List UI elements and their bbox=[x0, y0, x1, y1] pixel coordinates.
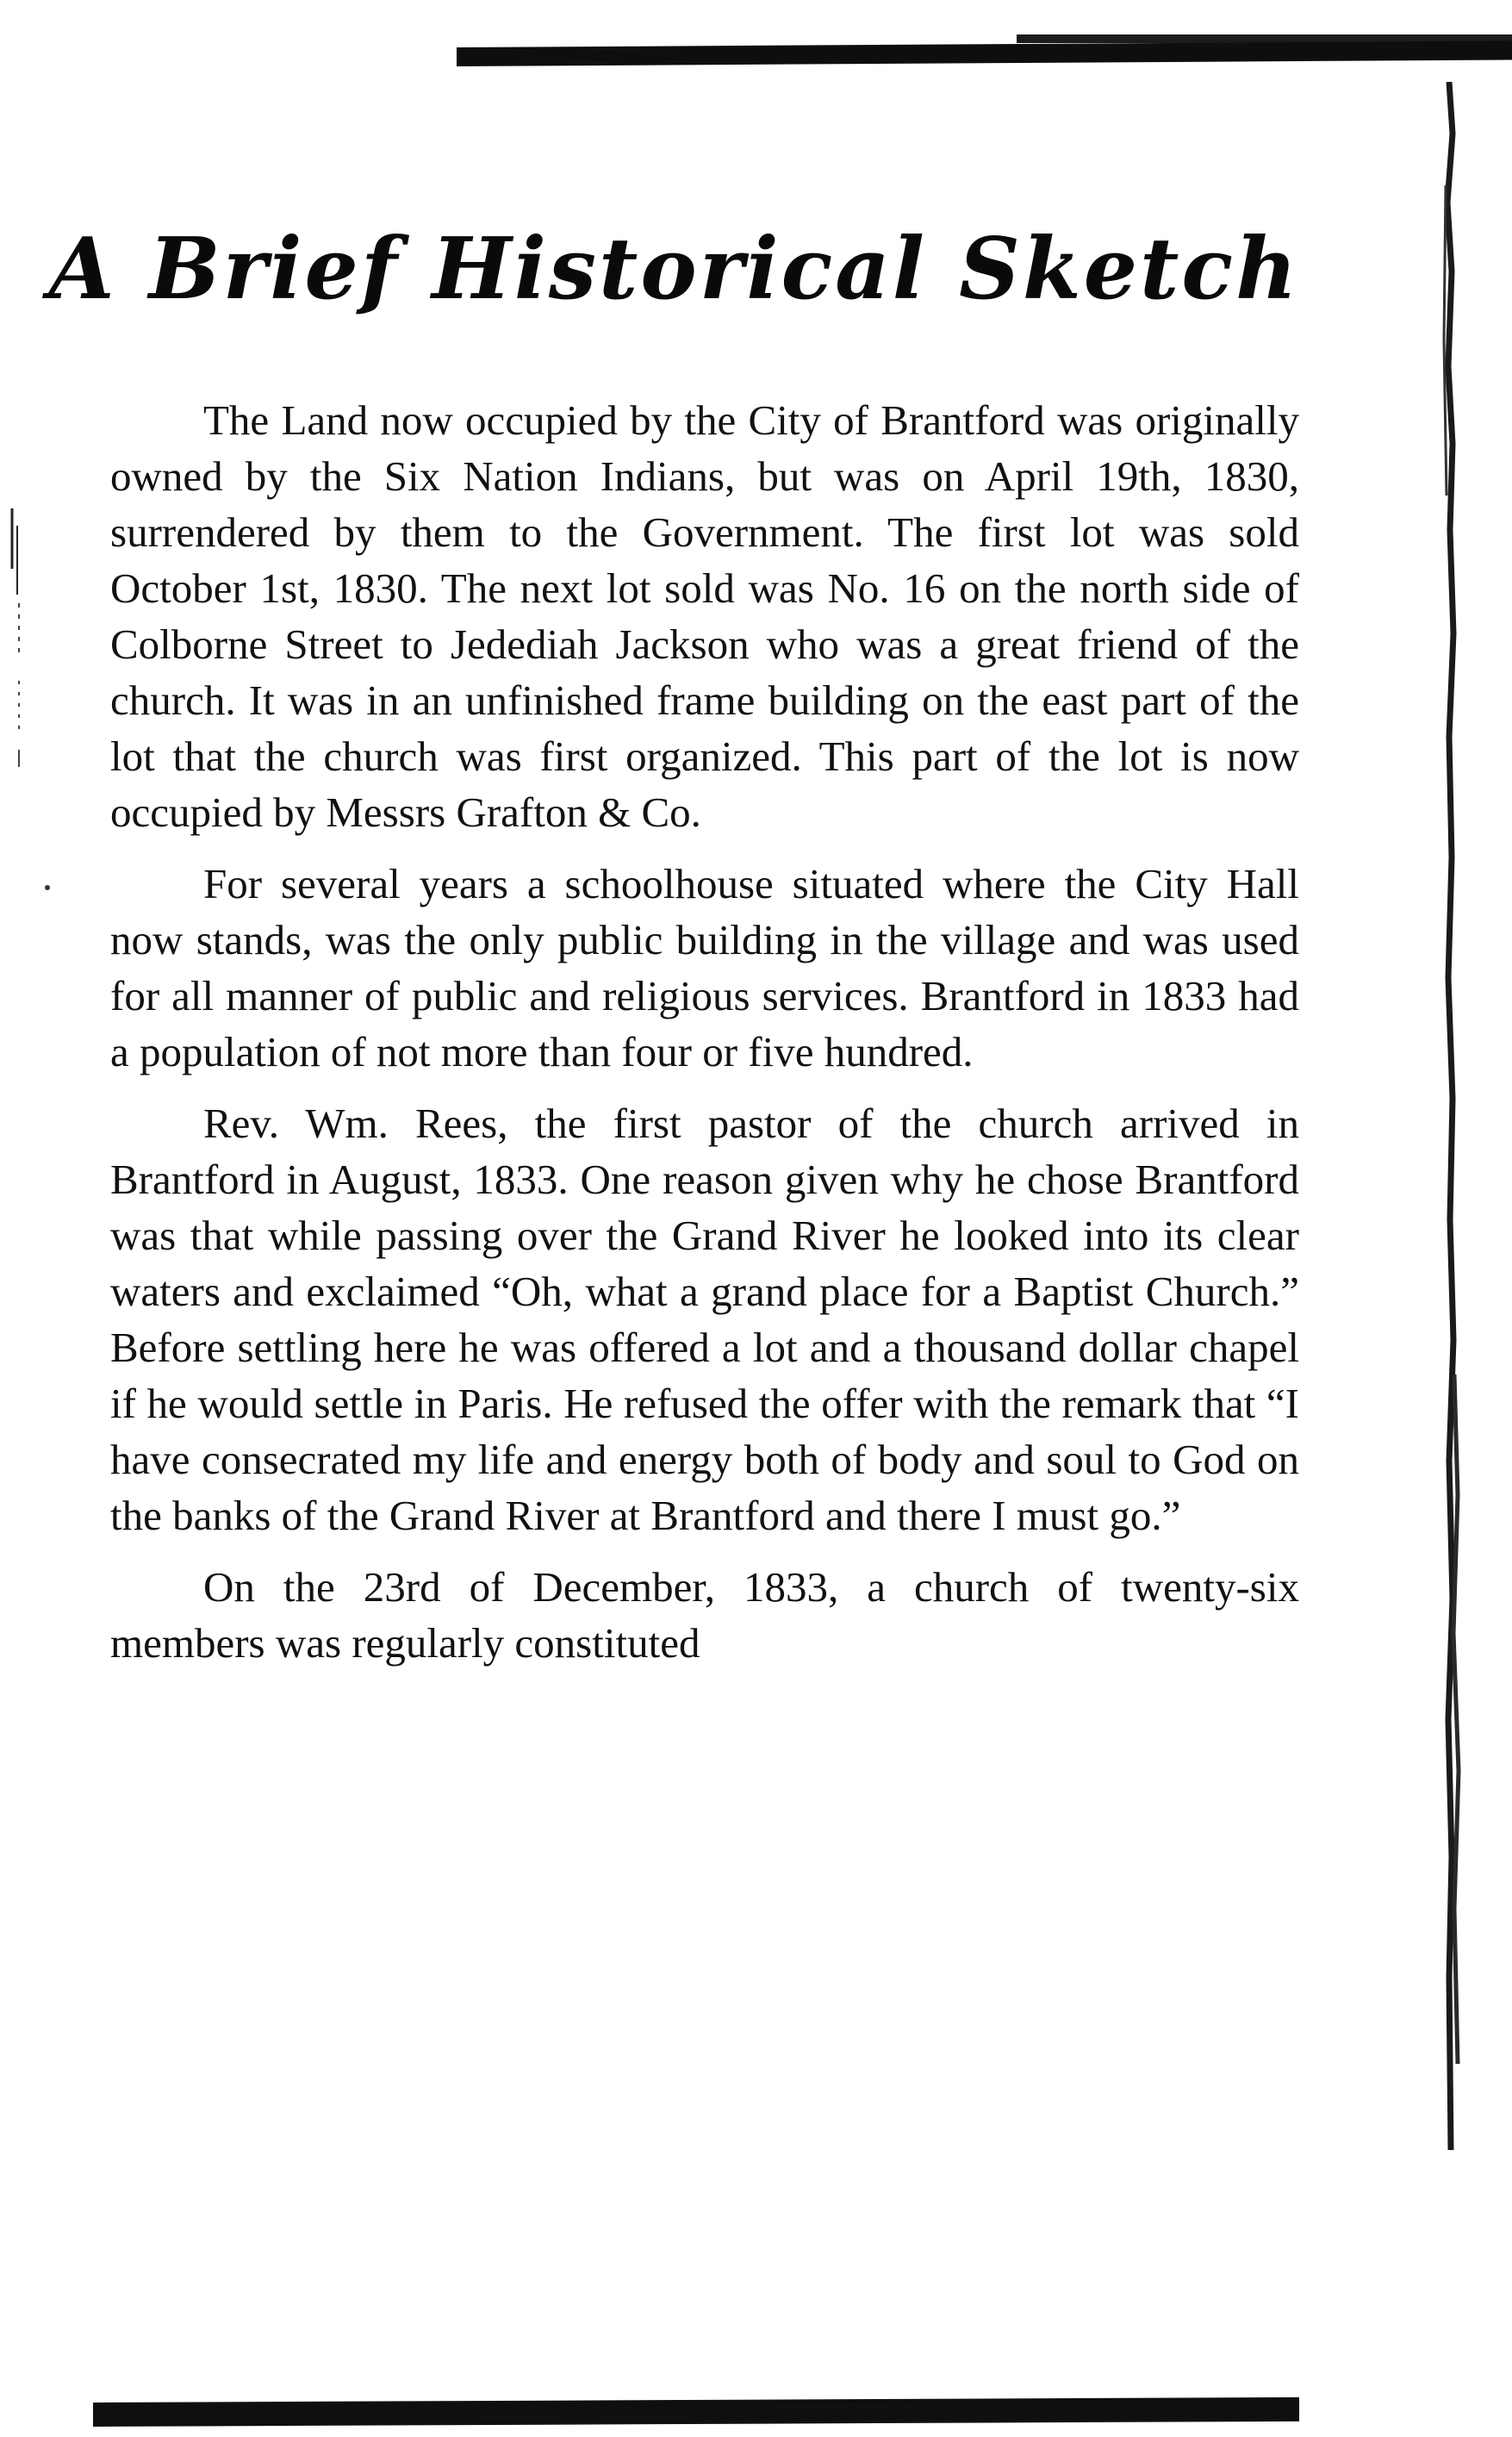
scan-edge-top bbox=[457, 41, 1512, 66]
body-text bbox=[110, 392, 1299, 1686]
scan-marks-left bbox=[0, 508, 52, 905]
page-title-text: A Brief Historical Sketch bbox=[48, 220, 1300, 319]
paragraph-2: For several years a schoolhouse situated where the City Hall now stands, was the only public building in the village and was used for all manner of public and religious services. Brantford in 1833 had a population of not more than four or five hundred. bbox=[110, 860, 1299, 1075]
scan-edge-bottom bbox=[93, 2397, 1299, 2427]
paragraph-4: On the 23rd of December, 1833, a church of twenty-six members was regularly constituted bbox=[110, 1563, 1299, 1667]
page-title bbox=[0, 220, 1512, 319]
scan-edge-right bbox=[1437, 82, 1463, 2150]
paragraph-1: The Land now occupied by the City of Brantford was originally owned by the Six Nation Indians, but was on April 19th, 1830, surrendered by them to the Government. The first lot was sold October 1st, 1830. The next lot sold was No. 16 on the north side of Colborne Street to Jedediah Jackson who was a great friend of the church. It was in an unfinished frame building on the east part of the lot that the church was first organized. This part of the lot is now occupied by Messrs Grafton & Co. bbox=[110, 396, 1299, 836]
paragraph-3: Rev. Wm. Rees, the first pastor of the church arrived in Brantford in August, 1833. One reason given why he chose Brantford was that while passing over the Grand River he looked into its clear waters and exclaimed “Oh, what a grand place for a Baptist Church.” Before settling here he was offered a lot and a thousand dollar chapel if he would settle in Paris. He refused the offer with the remark that “I have consecrated my life and energy both of body and soul to God on the banks of the Grand River at Brantford and there I must go.” bbox=[110, 1100, 1299, 1539]
